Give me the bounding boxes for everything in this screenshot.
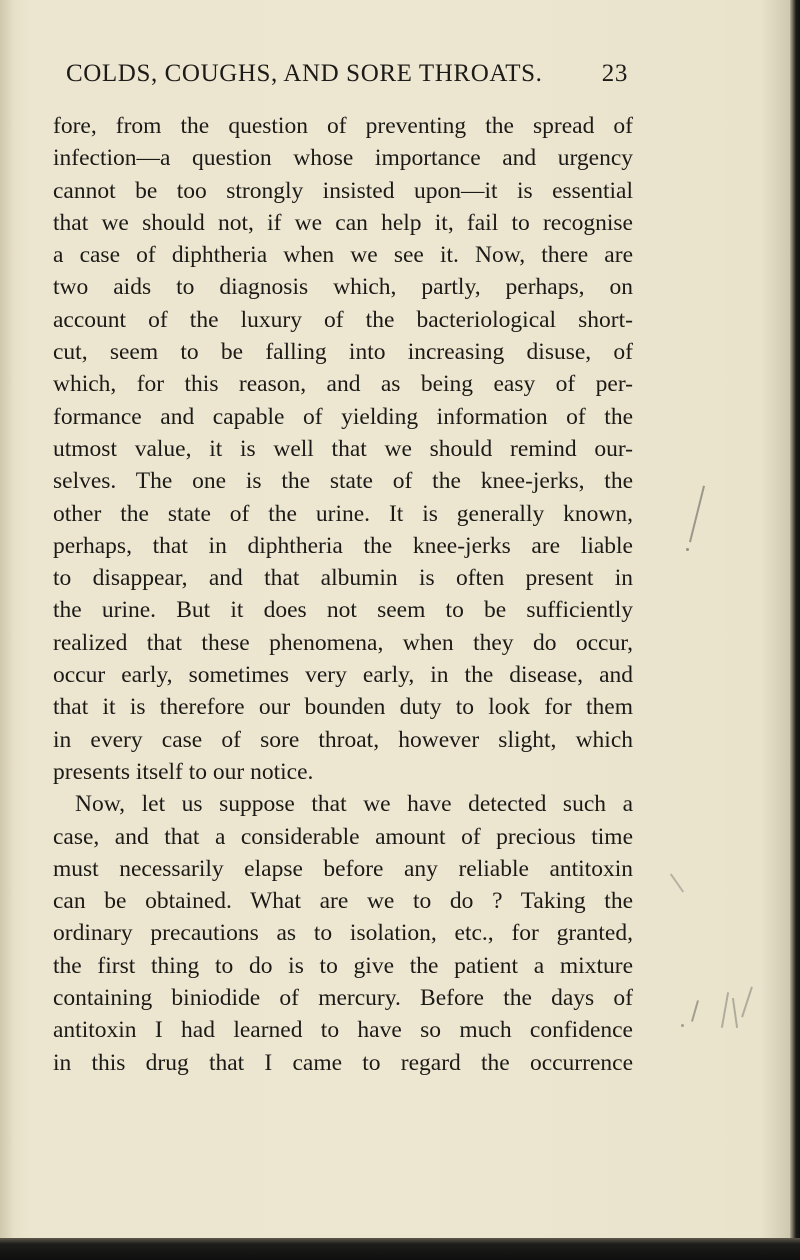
body-text xyxy=(53,110,633,1079)
text-line: can be obtained. What are we to do ? Taking the xyxy=(53,888,633,915)
text-line: infection—a question whose importance and urgency xyxy=(53,145,633,172)
margin-pencil-mark xyxy=(681,1024,684,1027)
margin-pencil-mark xyxy=(686,548,689,551)
text-line: perhaps, that in diphtheria the knee-jerks are liable xyxy=(53,532,633,559)
running-head xyxy=(66,60,628,88)
text-line: the first thing to do is to give the patient a mixture xyxy=(53,952,633,979)
paragraph-1 xyxy=(53,110,633,788)
text-line: in every case of sore throat, however slight, which xyxy=(53,726,633,753)
text-line: that it is therefore our bounden duty to look for them xyxy=(53,694,633,721)
margin-pencil-mark xyxy=(721,992,729,1028)
text-line: a case of diphtheria when we see it. Now, there are xyxy=(53,242,633,269)
text-line: selves. The one is the state of the knee-jerks, the xyxy=(53,468,633,495)
page-right-edge xyxy=(790,0,800,1260)
text-line: Now, let us suppose that we have detected such a xyxy=(75,791,633,818)
text-line: must necessarily elapse before any reliable antitoxin xyxy=(53,855,633,882)
text-line: cut, seem to be falling into increasing disuse, of xyxy=(53,339,633,366)
text-line: which, for this reason, and as being easy of per- xyxy=(53,371,633,398)
text-line: in this drug that I came to regard the occurrence xyxy=(53,1049,633,1076)
text-line: antitoxin I had learned to have so much confidence xyxy=(53,1017,633,1044)
margin-pencil-mark xyxy=(689,486,705,543)
text-line: cannot be too strongly insisted upon—it is essential xyxy=(53,177,633,204)
text-line: occur early, sometimes very early, in the disease, and xyxy=(53,662,633,689)
margin-pencil-mark xyxy=(741,986,753,1017)
text-line: formance and capable of yielding information of the xyxy=(53,403,633,430)
text-line: presents itself to our notice. xyxy=(53,758,314,785)
text-line: two aids to diagnosis which, partly, perhaps, on xyxy=(53,274,633,301)
running-head-title: COLDS, COUGHS, AND SORE THROATS. xyxy=(66,60,543,87)
margin-pencil-mark xyxy=(691,1000,699,1022)
text-line: case, and that a considerable amount of precious time xyxy=(53,823,633,850)
text-line: utmost value, it is well that we should remind our- xyxy=(53,435,633,462)
page-gutter-shadow xyxy=(0,0,14,1260)
text-line: account of the luxury of the bacteriological short- xyxy=(53,306,633,333)
text-line: realized that these phenomena, when they do occur, xyxy=(53,629,633,656)
text-line: that we should not, if we can help it, fail to recognise xyxy=(53,209,633,236)
text-line: ordinary precautions as to isolation, etc., for granted, xyxy=(53,920,633,947)
text-line: the urine. But it does not seem to be sufficiently xyxy=(53,597,633,624)
text-line: containing biniodide of mercury. Before the days of xyxy=(53,985,633,1012)
text-line: other the state of the urine. It is generally known, xyxy=(53,500,633,527)
margin-pencil-mark xyxy=(670,873,684,892)
paragraph-2 xyxy=(53,788,633,1079)
text-line: to disappear, and that albumin is often present in xyxy=(53,565,633,592)
margin-pencil-mark xyxy=(732,998,738,1028)
page-number: 23 xyxy=(601,60,628,87)
text-line: fore, from the question of preventing the spread of xyxy=(53,113,633,139)
page-bottom-edge xyxy=(0,1238,800,1260)
